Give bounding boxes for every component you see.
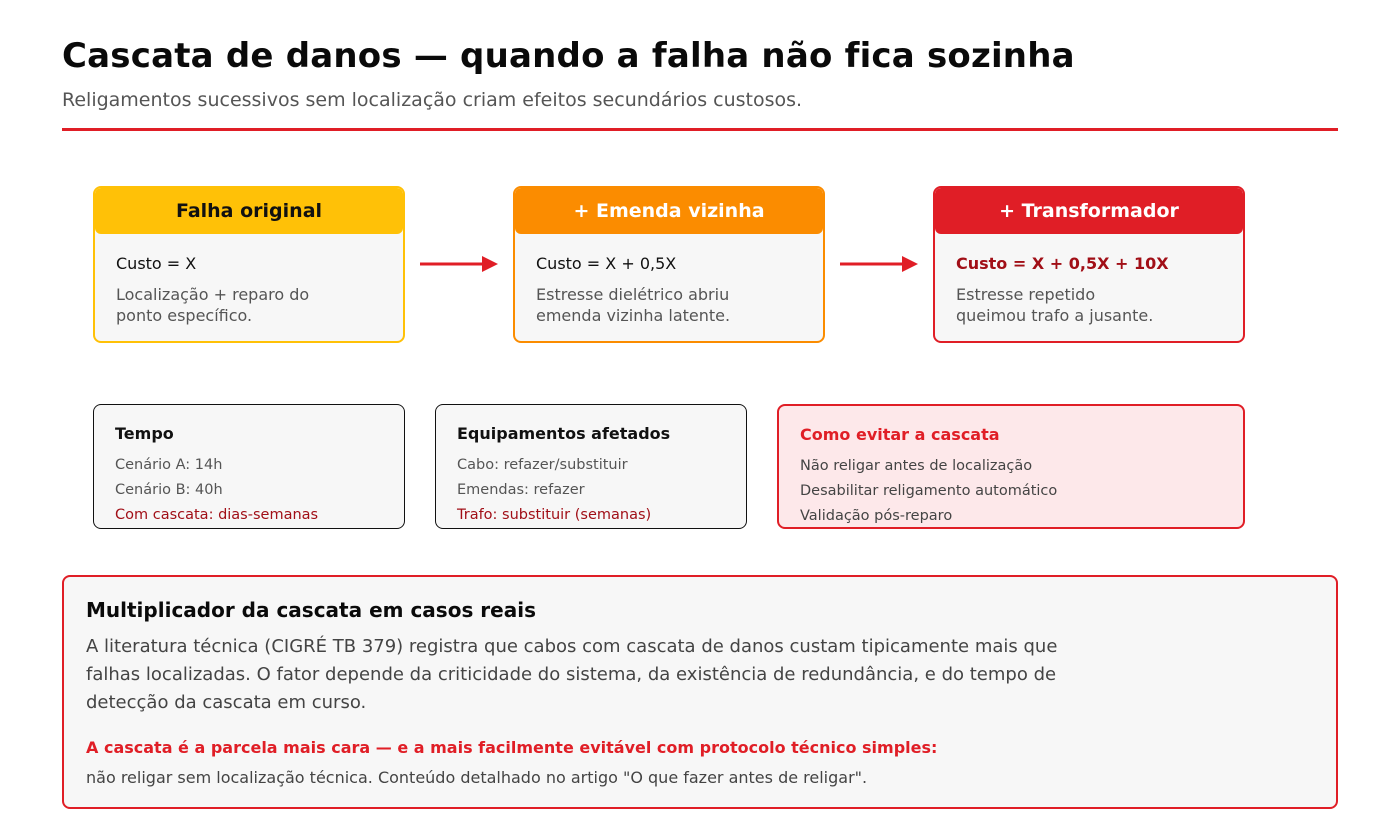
multiplier-title: Multiplicador da cascata em casos reais — [86, 598, 536, 622]
arrow-right-icon — [840, 255, 920, 273]
info-equipamentos-line: Trafo: substituir (semanas) — [457, 507, 652, 523]
multiplier-highlight: A cascata é a parcela mais cara — e a mais facilmente evitável com protocolo técnico simples: — [86, 738, 938, 757]
info-equipamentos — [435, 404, 747, 529]
info-tempo-line: Cenário B: 40h — [115, 482, 223, 498]
step-emenda-vizinha — [513, 186, 825, 343]
multiplier-footnote: não religar sem localização técnica. Conteúdo detalhado no artigo "O que fazer antes de religar". — [86, 768, 868, 787]
step-emenda-vizinha-header — [515, 188, 823, 234]
info-como-evitar-line: Desabilitar religamento automático — [800, 483, 1058, 499]
info-como-evitar-line: Não religar antes de localização — [800, 458, 1033, 474]
step-emenda-vizinha-label: + Emenda vizinha — [573, 200, 765, 222]
info-tempo — [93, 404, 405, 529]
info-tempo-title: Tempo — [115, 424, 174, 443]
info-equipamentos-line: Cabo: refazer/substituir — [457, 457, 628, 473]
step-emenda-vizinha-cost: Custo = X + 0,5X — [536, 254, 677, 273]
info-tempo-line: Cenário A: 14h — [115, 457, 223, 473]
header — [62, 36, 1338, 112]
info-como-evitar-title: Como evitar a cascata — [800, 425, 1000, 444]
step-transformador-desc: Estresse repetido queimou trafo a jusante. — [956, 285, 1154, 325]
info-tempo-line: Com cascata: dias-semanas — [115, 507, 319, 523]
page-subtitle: Religamentos sucessivos sem localização criam efeitos secundários custosos. — [62, 89, 803, 111]
arrow-right-icon — [420, 255, 500, 273]
step-transformador-cost: Custo = X + 0,5X + 10X — [956, 254, 1169, 273]
step-transformador — [933, 186, 1245, 343]
info-equipamentos-title: Equipamentos afetados — [457, 424, 671, 443]
info-como-evitar — [777, 404, 1245, 529]
step-falha-original-header — [95, 188, 403, 234]
step-falha-original — [93, 186, 405, 343]
info-como-evitar-line: Validação pós-reparo — [800, 508, 953, 524]
info-equipamentos-line: Emendas: refazer — [457, 482, 585, 498]
step-transformador-header — [935, 188, 1243, 234]
page-title: Cascata de danos — quando a falha não fica sozinha — [62, 36, 1075, 76]
step-emenda-vizinha-desc: Estresse dielétrico abriu emenda vizinha latente. — [536, 285, 731, 325]
step-falha-original-desc: Localização + reparo do ponto específico. — [116, 285, 310, 325]
multiplier-panel — [62, 575, 1338, 809]
step-falha-original-label: Falha original — [175, 200, 323, 222]
multiplier-paragraph: A literatura técnica (CIGRÉ TB 379) registra que cabos com cascata de danos custam tipicamente mais que falhas localizadas. O fator depende da criticidade do sistema, da existência de redundância, e do tempo de detecção da cascata em curso. — [86, 636, 1058, 713]
header-divider — [62, 128, 1338, 131]
step-transformador-label: + Transformador — [999, 200, 1179, 222]
step-falha-original-cost: Custo = X — [116, 254, 197, 273]
